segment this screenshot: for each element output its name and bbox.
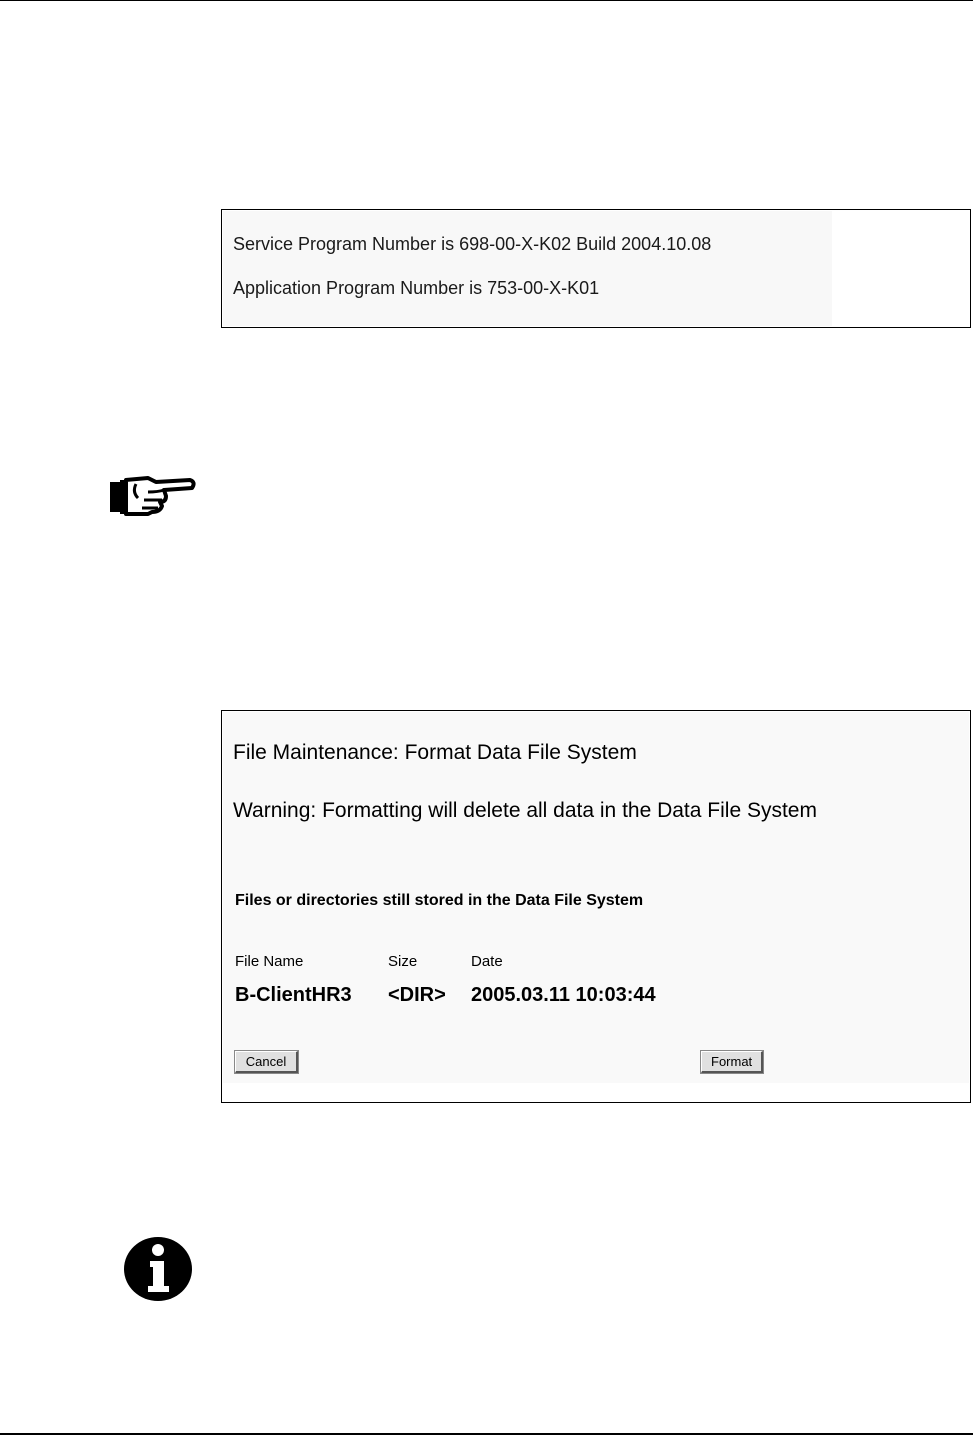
header-rule: [0, 0, 973, 1]
file-size-cell: <DIR>: [388, 984, 446, 1006]
format-screenshot: [221, 710, 971, 1103]
pointing-hand-icon: [108, 470, 196, 518]
file-name-cell: B-ClientHR3: [235, 984, 352, 1006]
column-header-size: Size: [388, 953, 418, 970]
info-icon: [122, 1236, 194, 1302]
cancel-button[interactable]: Cancel: [235, 1051, 298, 1073]
file-date-cell: 2005.03.11 10:03:44: [471, 984, 656, 1006]
files-heading: Files or directories still stored in the Data File System: [235, 892, 644, 909]
service-program-text: Service Program Number is 698-00-X-K02 Build 2004.10.08: [233, 234, 712, 254]
warning-text: Warning: Formatting will delete all data in the Data File System: [233, 799, 817, 822]
version-screenshot: [221, 209, 971, 328]
column-header-date: Date: [471, 953, 503, 970]
format-button[interactable]: Format: [701, 1051, 763, 1073]
format-panel: [223, 712, 969, 1083]
page-title: File Maintenance: Format Data File System: [233, 741, 637, 764]
footer-rule: [0, 1433, 973, 1435]
column-header-file-name: File Name: [235, 953, 304, 970]
application-program-text: Application Program Number is 753-00-X-K01: [233, 278, 600, 298]
version-panel: [223, 211, 832, 326]
